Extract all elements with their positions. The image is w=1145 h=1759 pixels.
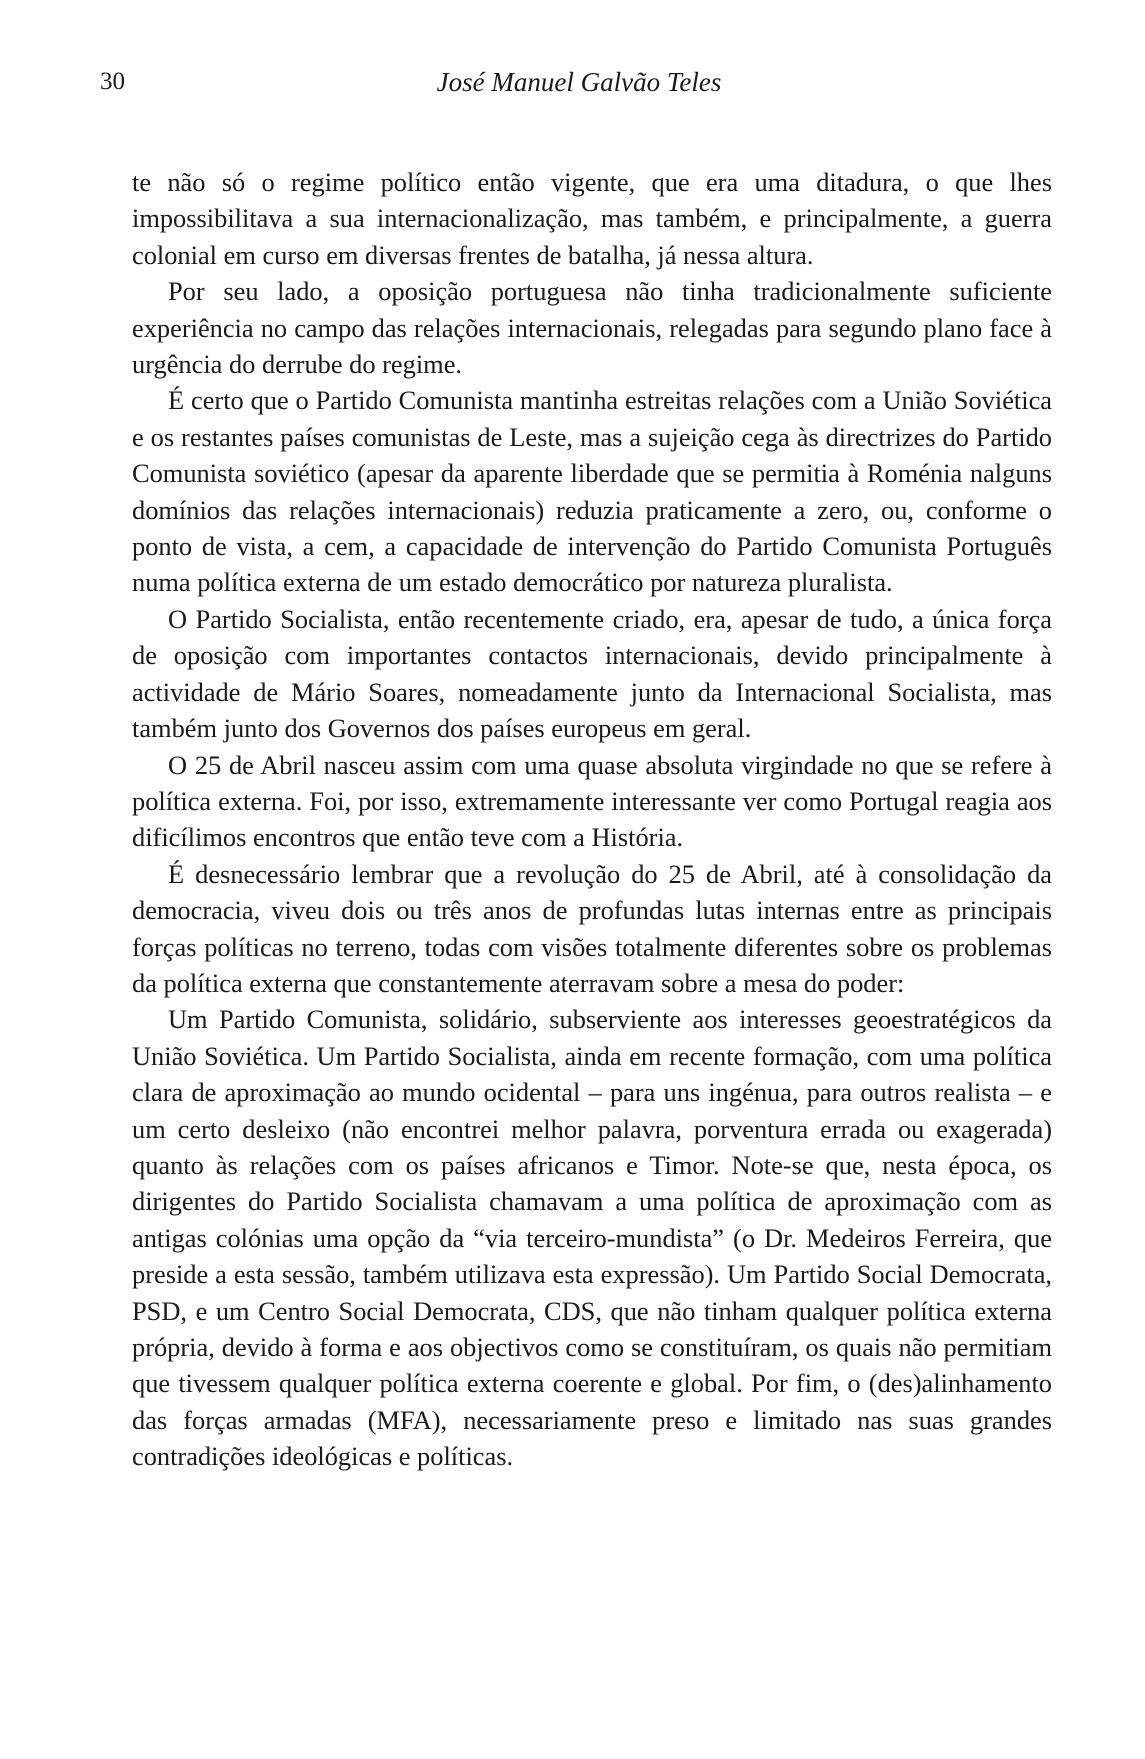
paragraph: O 25 de Abril nasceu assim com uma quase absoluta virgindade no que se refere à política externa. Foi, por isso, extremamente interessante ver como Portugal reagia aos dificílimos encontros que então teve com a História. <box>132 749 1052 853</box>
paragraph: Por seu lado, a oposição portuguesa não tinha tradicionalmente suficiente experiência no campo das relações internacionais, relegadas para segundo plano face à urgência do derrube do regime. <box>132 276 1052 380</box>
running-head-author: José Manuel Galvão Teles <box>436 67 722 97</box>
page-header <box>100 66 1058 106</box>
paragraph: É certo que o Partido Comunista mantinha estreitas relações com a União Soviética e os restantes países comunistas de Leste, mas a sujeição cega às directrizes do Partido Comunista soviético (apesar da aparente liberdade que se permitia à Roménia nalguns domínios das relações internacionais) reduzia praticamente a zero, ou, conforme o ponto de vista, a cem, a capacidade de intervenção do Partido Comunista Português numa política externa de um estado democrático por natureza pluralista. <box>132 385 1052 598</box>
page-number: 30 <box>100 68 125 95</box>
paragraph: O Partido Socialista, então recentemente criado, era, apesar de tudo, a única força de oposição com importantes contactos internacionais, devido principalmente à actividade de Mário Soares, nomeadamente junto da Internacional Socialista, mas também junto dos Governos dos países europeus em geral. <box>132 603 1052 744</box>
paragraph: Um Partido Comunista, solidário, subserviente aos interesses geoestratégicos da União Soviética. Um Partido Socialista, ainda em recente formação, com uma política clara de aproximação ao mundo ocidental – para uns ingénua, para outros realista – e um certo desleixo (não encontrei melhor palavra, porventura errada ou exagerada) quanto às relações com os países africanos e Timor. Note-se que, nesta época, os dirigentes do Partido Socialista chamavam a uma política de aproximação com as antigas colónias uma opção da “via terceiro-mundista” (o Dr. Medeiros Ferreira, que preside a esta sessão, também utilizava esta expressão). Um Partido Social Democrata, PSD, e um Centro Social Democrata, CDS, que não tinham qualquer política externa própria, devido à forma e aos objectivos como se constituíram, os quais não permitiam que tivessem qualquer política externa coerente e global. Por fim, o (des)alinhamento das forças armadas (MFA), necessariamente preso e limitado nas suas grandes contradições ideológicas e políticas. <box>132 1004 1052 1472</box>
paragraph: te não só o regime político então vigente, que era uma ditadura, o que lhes impossibilitava a sua internacionalização, mas também, e principalmente, a guerra colonial em curso em diversas frentes de batalha, já nessa altura. <box>132 167 1052 270</box>
body-text <box>132 164 1052 1475</box>
paragraph: É desnecessário lembrar que a revolução do 25 de Abril, até à consolidação da democracia, viveu dois ou três anos de profundas lutas internas entre as principais forças políticas no terreno, todas com visões totalmente diferentes sobre os problemas da política externa que constantemente aterravam sobre a mesa do poder: <box>132 858 1052 998</box>
